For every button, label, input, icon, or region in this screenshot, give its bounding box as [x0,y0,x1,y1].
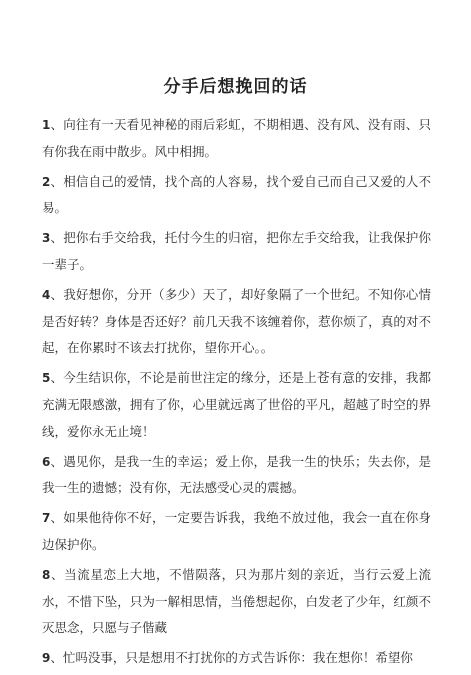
paragraph-1: 1、向往有一天看见神秘的雨后彩虹，不期相遇、没有风、没有雨、只有你我在雨中散步。风中相拥。 [42,117,431,159]
paragraph-number: 8 [42,567,51,582]
paragraph-3: 3、把你右手交给我，托付今生的归宿，把你左手交给我，让我保护你一辈子。 [42,230,431,272]
paragraph-6: 6、遇见你，是我一生的幸运；爱上你，是我一生的快乐；失去你，是我一生的遗憾；没有你，无法感受心灵的震撼。 [42,453,431,496]
paragraph-text: 当流星恋上大地，不惜陨落，只为那片刻的亲近，当行云爱上流水，不惜下坠，只为一解相思情，当倦想起你，白发老了少年，红颜不灭思念，只愿与子偕藏 [42,566,431,636]
paragraph-8: 8、当流星恋上大地，不惜陨落，只为那片刻的亲近，当行云爱上流水，不惜下坠，只为一解相思情，当倦想起你，白发老了少年，红颜不灭思念，只愿与子偕藏 [42,566,431,636]
paragraph-text: 把你右手交给我，托付今生的归宿，把你左手交给我，让我保护你一辈子。 [42,230,431,272]
paragraph-number: 4 [42,287,51,302]
paragraph-5: 5、今生结识你，不论是前世注定的缘分，还是上苍有意的安排，我都充满无限感激，拥有了你，心里就远离了世俗的平凡，超越了时空的界线，爱你永无止境！ [42,370,431,439]
paragraph-text: 相信自己的爱情，找个高的人容易，找个爱自己而自己又爱的人不易。 [42,173,431,216]
paragraph-9: 9、忙吗没事，只是想用不打扰你的方式告诉你：我在想你！希望你 [42,650,413,666]
paragraph-number: 1 [42,118,51,132]
paragraph-number: 7 [42,511,51,526]
paragraph-number: 6 [42,454,51,469]
paragraph-7: 7、如果他待你不好，一定要告诉我，我绝不放过他，我会一直在你身边保护你。 [42,510,431,552]
paragraph-number: 3 [42,231,51,246]
paragraph-text: 我好想你，分开（多少）天了，却好象隔了一个世纪。不知你心情是否好转？身体是否还好？前几天我不该缠着你，惹你烦了，真的对不起，在你累时不该去打扰你，望你开心。。 [42,286,431,356]
paragraph-number: 2 [42,174,51,189]
paragraph-2: 2、相信自己的爱情，找个高的人容易，找个爱自己而自己又爱的人不易。 [42,173,431,216]
paragraph-number: 9 [42,651,51,666]
paragraph-text: 如果他待你不好，一定要告诉我，我绝不放过他，我会一直在你身边保护你。 [42,510,431,552]
paragraph-text: 今生结识你，不论是前世注定的缘分，还是上苍有意的安排，我都充满无限感激，拥有了你，心里就远离了世俗的平凡，超越了时空的界线，爱你永无止境！ [42,370,431,439]
paragraph-text: 忙吗没事，只是想用不打扰你的方式告诉你：我在想你！希望你 [62,650,413,666]
document-body [42,112,431,675]
paragraph-4: 4、我好想你，分开（多少）天了，却好象隔了一个世纪。不知你心情是否好转？身体是否还好？前几天我不该缠着你，惹你烦了，真的对不起，在你累时不该去打扰你，望你开心。。 [42,286,431,356]
paragraph-text: 遇见你，是我一生的幸运；爱上你，是我一生的快乐；失去你，是我一生的遗憾；没有你，无法感受心灵的震撼。 [42,453,431,496]
document-title: 分手后想挽回的话 [163,77,308,97]
paragraph-text: 向往有一天看见神秘的雨后彩虹，不期相遇、没有风、没有雨、只有你我在雨中散步。风中相拥。 [42,117,431,159]
paragraph-number: 5 [42,371,51,386]
